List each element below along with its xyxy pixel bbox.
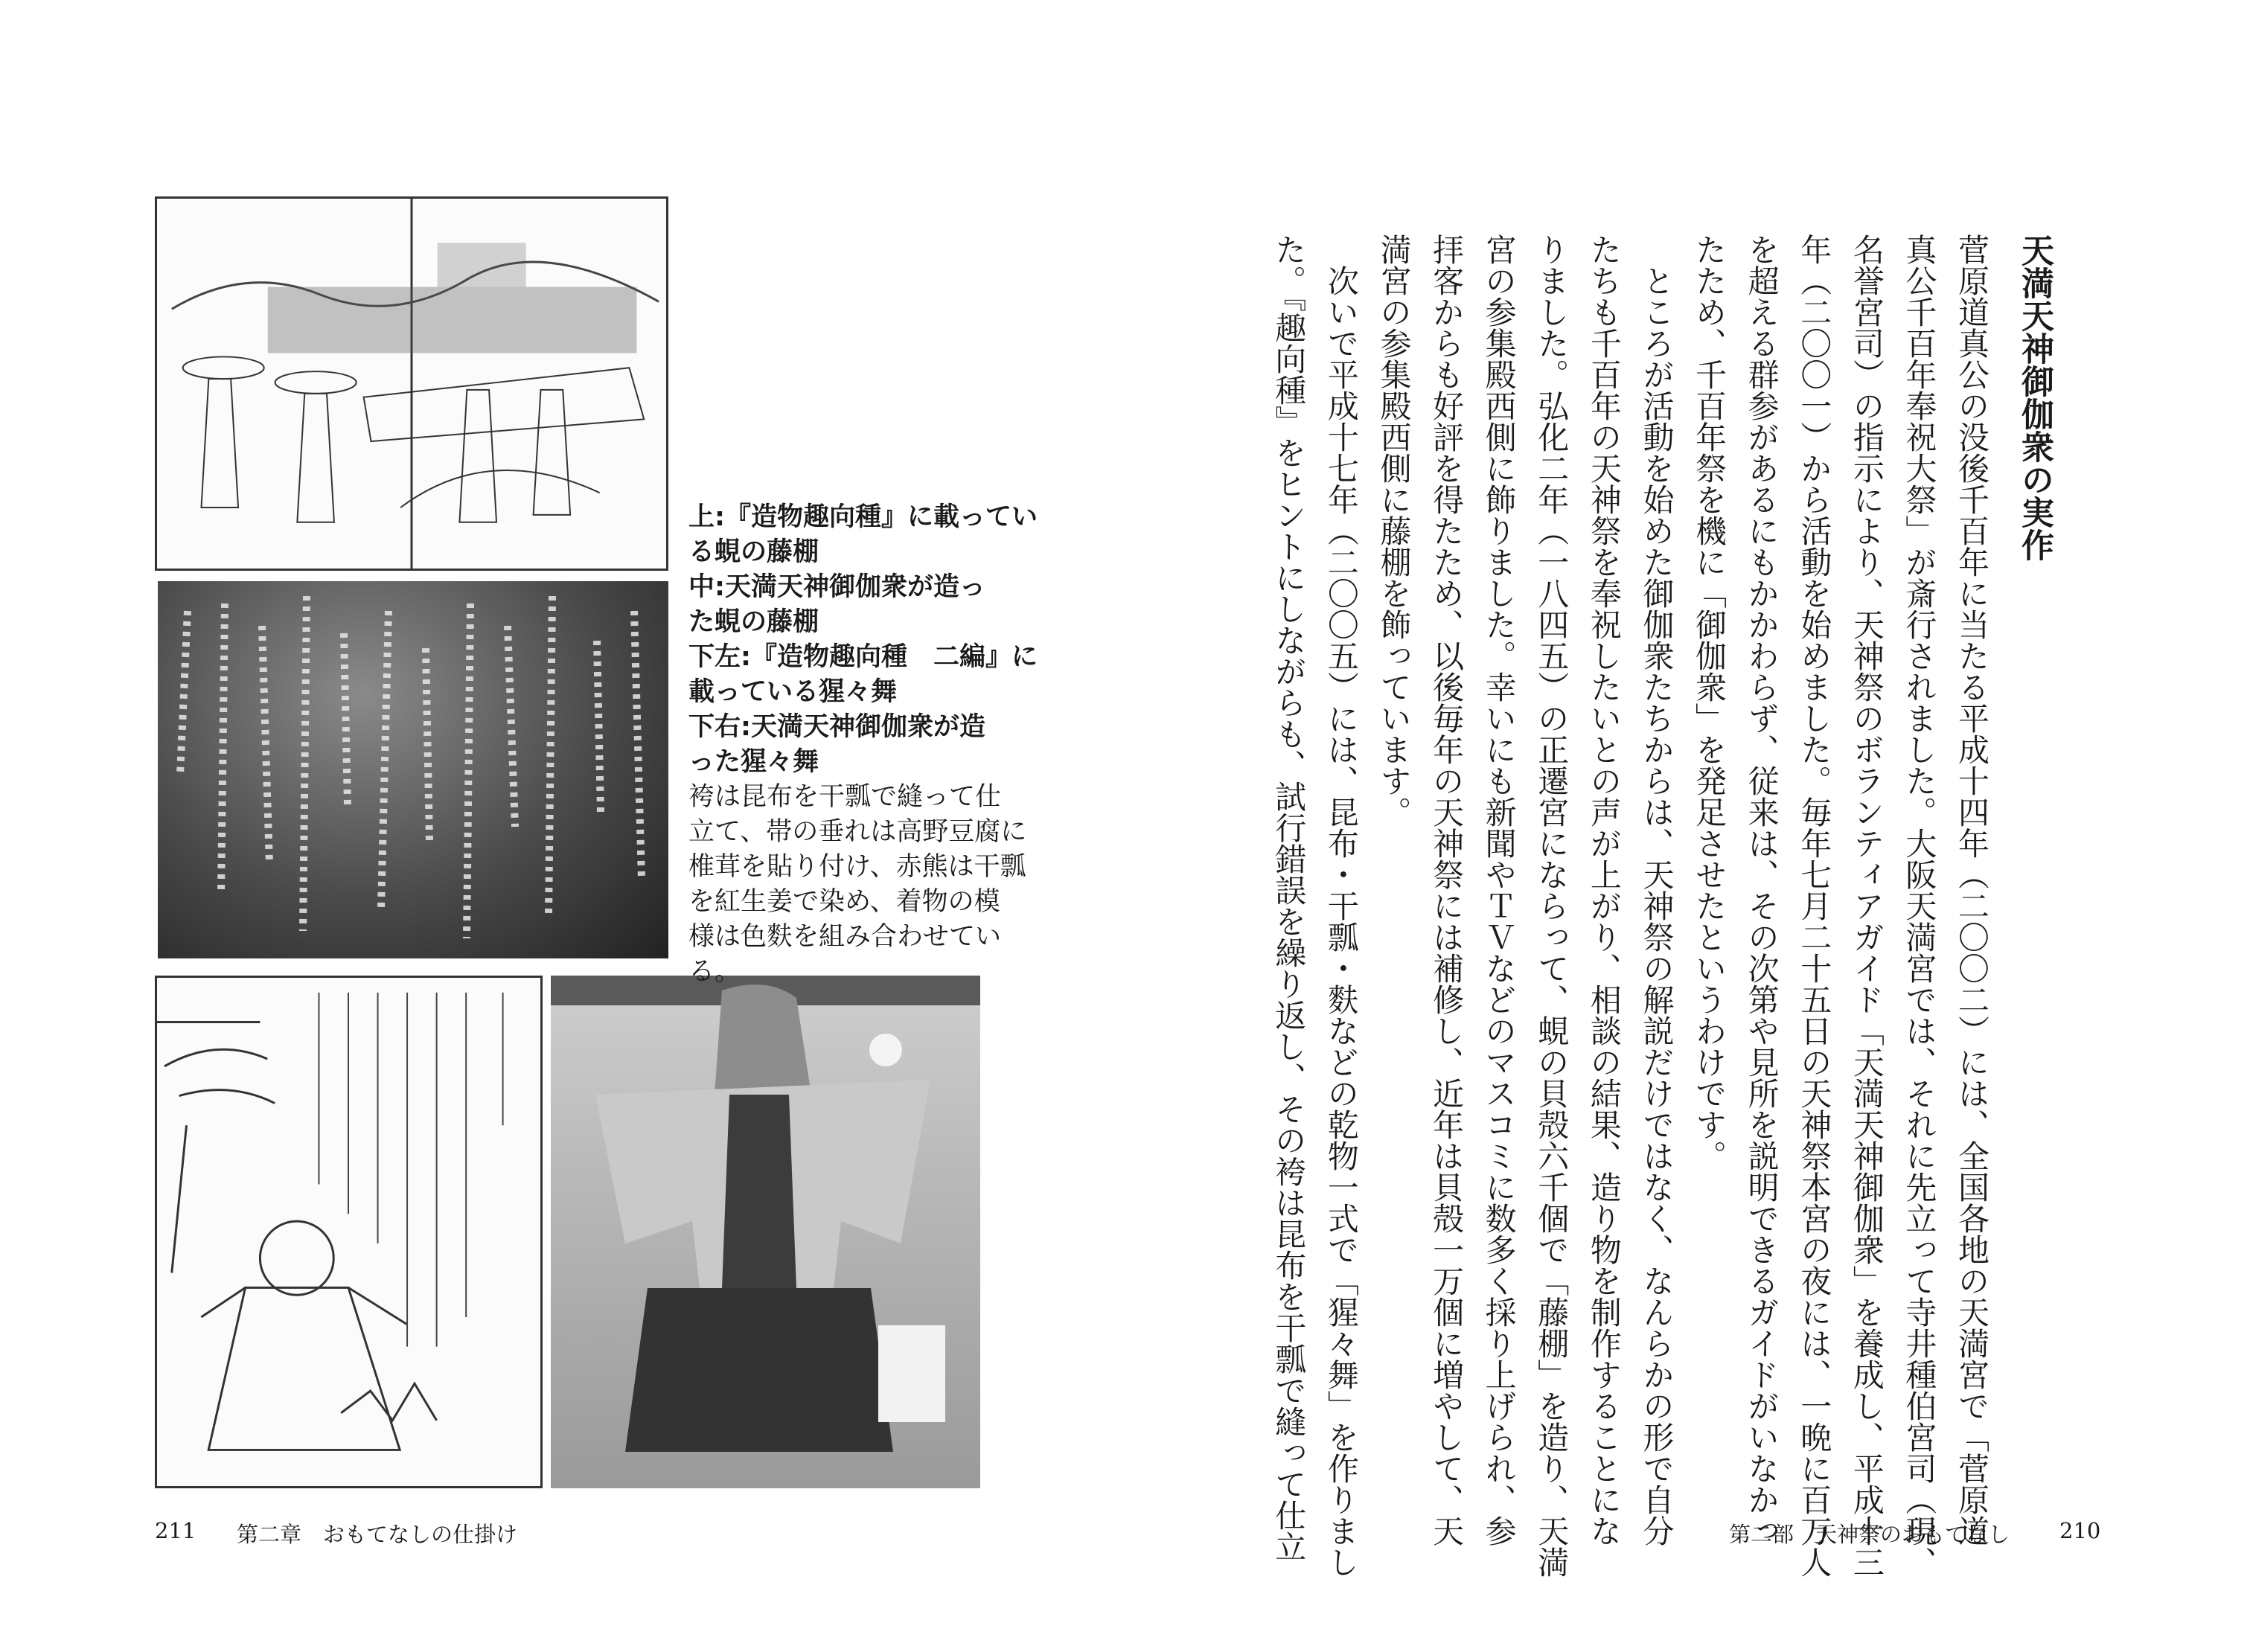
text-column: 次いで平成十七年（二〇〇五）には、昆布・干瓢・麩などの乾物一式で「猩々舞」を作りまし — [1323, 234, 1360, 1578]
left-running-footer: 第二章 おもてなしの仕掛け — [237, 1522, 518, 1547]
text-column: たちも千百年の天神祭を奉祝したいとの声が上がり、相談の結果、造り物を制作することにな — [1585, 234, 1623, 1546]
caption-line: 椎茸を貼り付け、赤熊は干瓢 — [688, 852, 1026, 882]
right-page-number: 210 — [2059, 1518, 2101, 1543]
left-page-number: 211 — [155, 1518, 196, 1543]
figure-caption — [688, 500, 1038, 990]
caption-line: 載っている猩々舞 — [688, 677, 898, 707]
right-running-footer: 第二部 天神祭のおもてなし — [1729, 1522, 2010, 1547]
photo-shojo-dance-figure — [551, 976, 980, 1488]
caption-line: を紅生姜で染め、着物の模 — [688, 887, 1000, 917]
woodblock-print-shijimi-wisteria — [155, 196, 668, 571]
text-column: た。『趣向種』をヒントにしながらも、試行錯誤を繰り返し、その袴は昆布を干瓢で縫って仕立 — [1271, 234, 1308, 1562]
caption-line: る蜆の藤棚 — [688, 537, 819, 567]
caption-line: 中:天満天神御伽衆が造っ — [688, 572, 985, 602]
text-column: たため、千百年祭を機に「御伽衆」を発足させたというわけです。 — [1691, 234, 1728, 1171]
woodblock-shojo-illustration — [157, 978, 540, 1486]
text-column: 満宮の参集殿西側に藤棚を飾っています。 — [1375, 234, 1413, 827]
text-column: 拝客からも好評を得たため、以後毎年の天神祭には補修し、近年は貝殻一万個に増やして、天 — [1428, 234, 1466, 1546]
text-column: を超える群参があるにもかかわらず、従来は、その次第や見所を説明できるガイドがいなかっ — [1743, 234, 1780, 1546]
text-column: 菅原道真公の没後千百年に当たる平成十四年（二〇〇二）には、全国各地の天満宮で「菅原道 — [1954, 234, 1990, 1546]
caption-line: 下左:『造物趣向種 二編』に — [688, 642, 1038, 672]
text-column: 年（二〇〇一）から活動を始めました。毎年七月二十五日の天神祭本宮の夜には、一晩に百万人 — [1796, 234, 1833, 1578]
caption-line: た蜆の藤棚 — [688, 607, 819, 637]
shojo-figure-photo — [551, 976, 980, 1488]
photo-shijimi-wisteria-trellis — [158, 581, 668, 958]
text-column: 真公千百年奉祝大祭」が斎行されました。大阪天満宮では、それに先立って寺井種伯宮司（現、 — [1901, 234, 1938, 1578]
text-column: 名誉宮司）の指示により、天神祭のボランティアガイド「天満天神御伽衆」を養成し、平成十三 — [1848, 234, 1885, 1578]
caption-line: る。 — [688, 957, 741, 987]
caption-line: 様は色麩を組み合わせてい — [688, 922, 1002, 952]
caption-line: 上:『造物趣向種』に載ってい — [688, 502, 1038, 532]
section-heading: 天満天神御伽衆の実作 — [2016, 234, 2054, 561]
text-column: りました。弘化二年（一八四五）の正遷宮にならって、蜆の貝殻六千個で「藤棚」を造り、天満 — [1533, 234, 1570, 1578]
text-column: 宮の参集殿西側に飾りました。幸いにも新聞やＴＶなどのマスコミに数多く採り上げられ、参 — [1480, 234, 1518, 1546]
caption-line: 立て、帯の垂れは高野豆腐に — [688, 817, 1027, 847]
woodblock-illustration — [157, 199, 666, 569]
woodblock-print-shojo-dance — [155, 976, 543, 1488]
caption-line: った猩々舞 — [688, 747, 819, 777]
text-column: ところが活動を始めた御伽衆たちからは、天神祭の解説だけではなく、なんらかの形で自分 — [1638, 234, 1675, 1546]
caption-line: 下右:天満天神御伽衆が造 — [688, 712, 985, 742]
hanging-shells-photo — [158, 581, 668, 958]
caption-line: 袴は昆布を干瓢で縫って仕 — [688, 782, 1002, 812]
